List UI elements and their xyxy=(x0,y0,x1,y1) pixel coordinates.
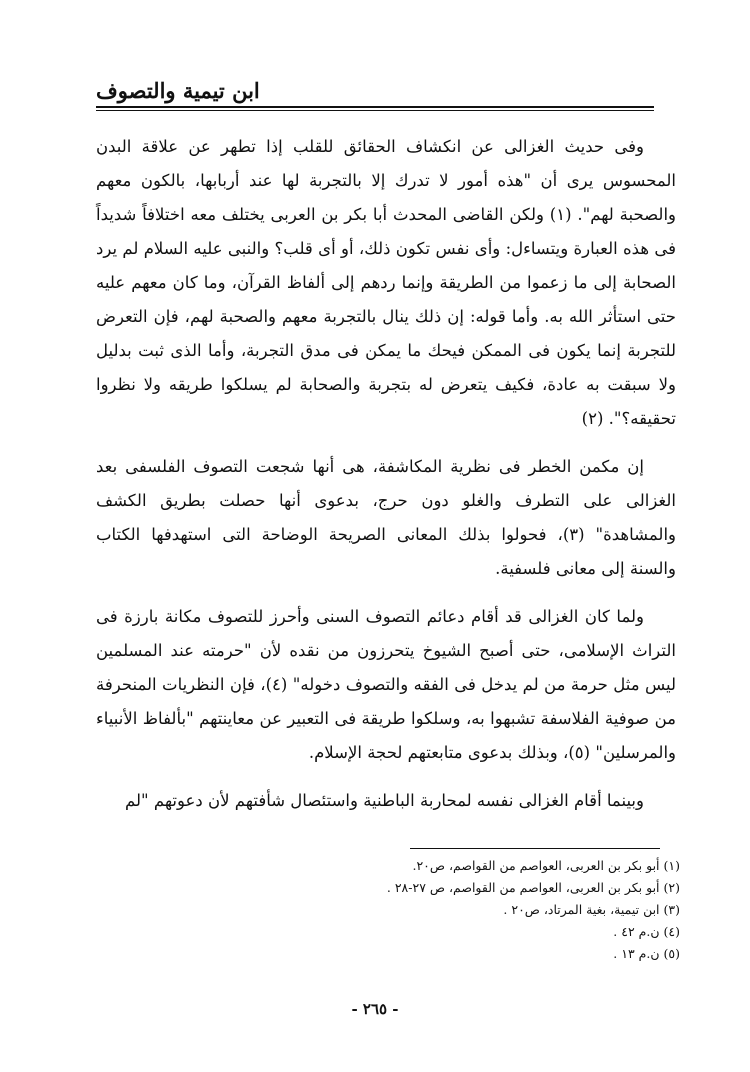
footnote: (٢) أبو بكر بن العربى، العواصم من القواصم، ص ٢٧-٢٨ . xyxy=(386,880,680,895)
header-rule-thick xyxy=(96,106,654,108)
footnote: (٥) ن.م ١٣ . xyxy=(613,946,680,961)
paragraph: وفى حديث الغزالى عن انكشاف الحقائق للقلب إذا تطهر عن علاقة البدن المحسوس يرى أن "هذه أمور لا تدرك إلا بالتجربة لها عند أربابها، بالكون معهم والصحبة لهم". (١) ولكن القاضى المحدث أبا بكر بن العربى يختلف معه اختلافاً شديداً فى هذه العبارة ويتساءل: وأى نفس تكون ذلك، أو أى قلب؟ والنبى عليه السلام لم يرد الصحابة إلى ما زعموا من الطريقة وإنما ردهم إلى ألفاظ القرآن، وما كان معهم عليه حتى استأثر الله به. وأما قوله: إن ذلك ينال بالتجربة معهم والصحبة لهم، فإن التعرض للتجربة إنما يكون فى الممكن فيحك ما يمكن فى مدق التجربة، وأما الذى ثبت بدليل ولا سبقت به عادة، فكيف يتعرض له بتجربة والصحابة لم يسلكوا طريقه ولا نظروا تحقيقه؟". (٢) xyxy=(96,137,677,428)
paragraph: إن مكمن الخطر فى نظرية المكاشفة، هى أنها شجعت التصوف الفلسفى بعد الغزالى على التطرف والغلو دون حرج، بدعوى أنها حصلت بطريق الكشف والمشاهدة" (٣)، فحولوا بذلك المعانى الصريحة الوضاحة التى استهدفها الكتاب والسنة إلى معانى فلسفية. xyxy=(96,457,676,578)
footnote: (١) أبو بكر بن العربى، العواصم من القواصم، ص٢٠. xyxy=(412,858,680,873)
footnote-separator xyxy=(410,848,660,849)
page-number: - ٢٦٥ - xyxy=(351,1000,399,1018)
running-header-title: ابن تيمية والتصوف xyxy=(96,78,260,103)
paragraph: ولما كان الغزالى قد أقام دعائم التصوف السنى وأحرز للتصوف مكانة بارزة فى التراث الإسلامى، حتى أصبح الشيوخ يتحرزون من نقده لأن "حرمته عند المسلمين ليس مثل حرمة من لم يدخل فى الفقه والتصوف دخوله" (٤)، فإن النظريات المنحرفة من صوفية الفلاسفة تشبهوا به، وسلكوا طريقة فى التعبير عن معاينتهم "بألفاظ الأنبياء والمرسلين" (٥)، وبذلك بدعوى متابعتهم لحجة الإسلام. xyxy=(96,607,677,762)
paragraph: وبينما أقام الغزالى نفسه لمحاربة الباطنية واستئصال شأفتهم لأن دعوتهم "لم xyxy=(125,791,644,810)
footnotes xyxy=(96,855,680,965)
body-text xyxy=(96,130,676,832)
footnote: (٣) ابن تيمية، بغية المرتاد، ص٢٠ . xyxy=(503,902,680,917)
footnote: (٤) ن.م ٤٢ . xyxy=(613,924,680,939)
header-rule-thin xyxy=(96,110,654,111)
